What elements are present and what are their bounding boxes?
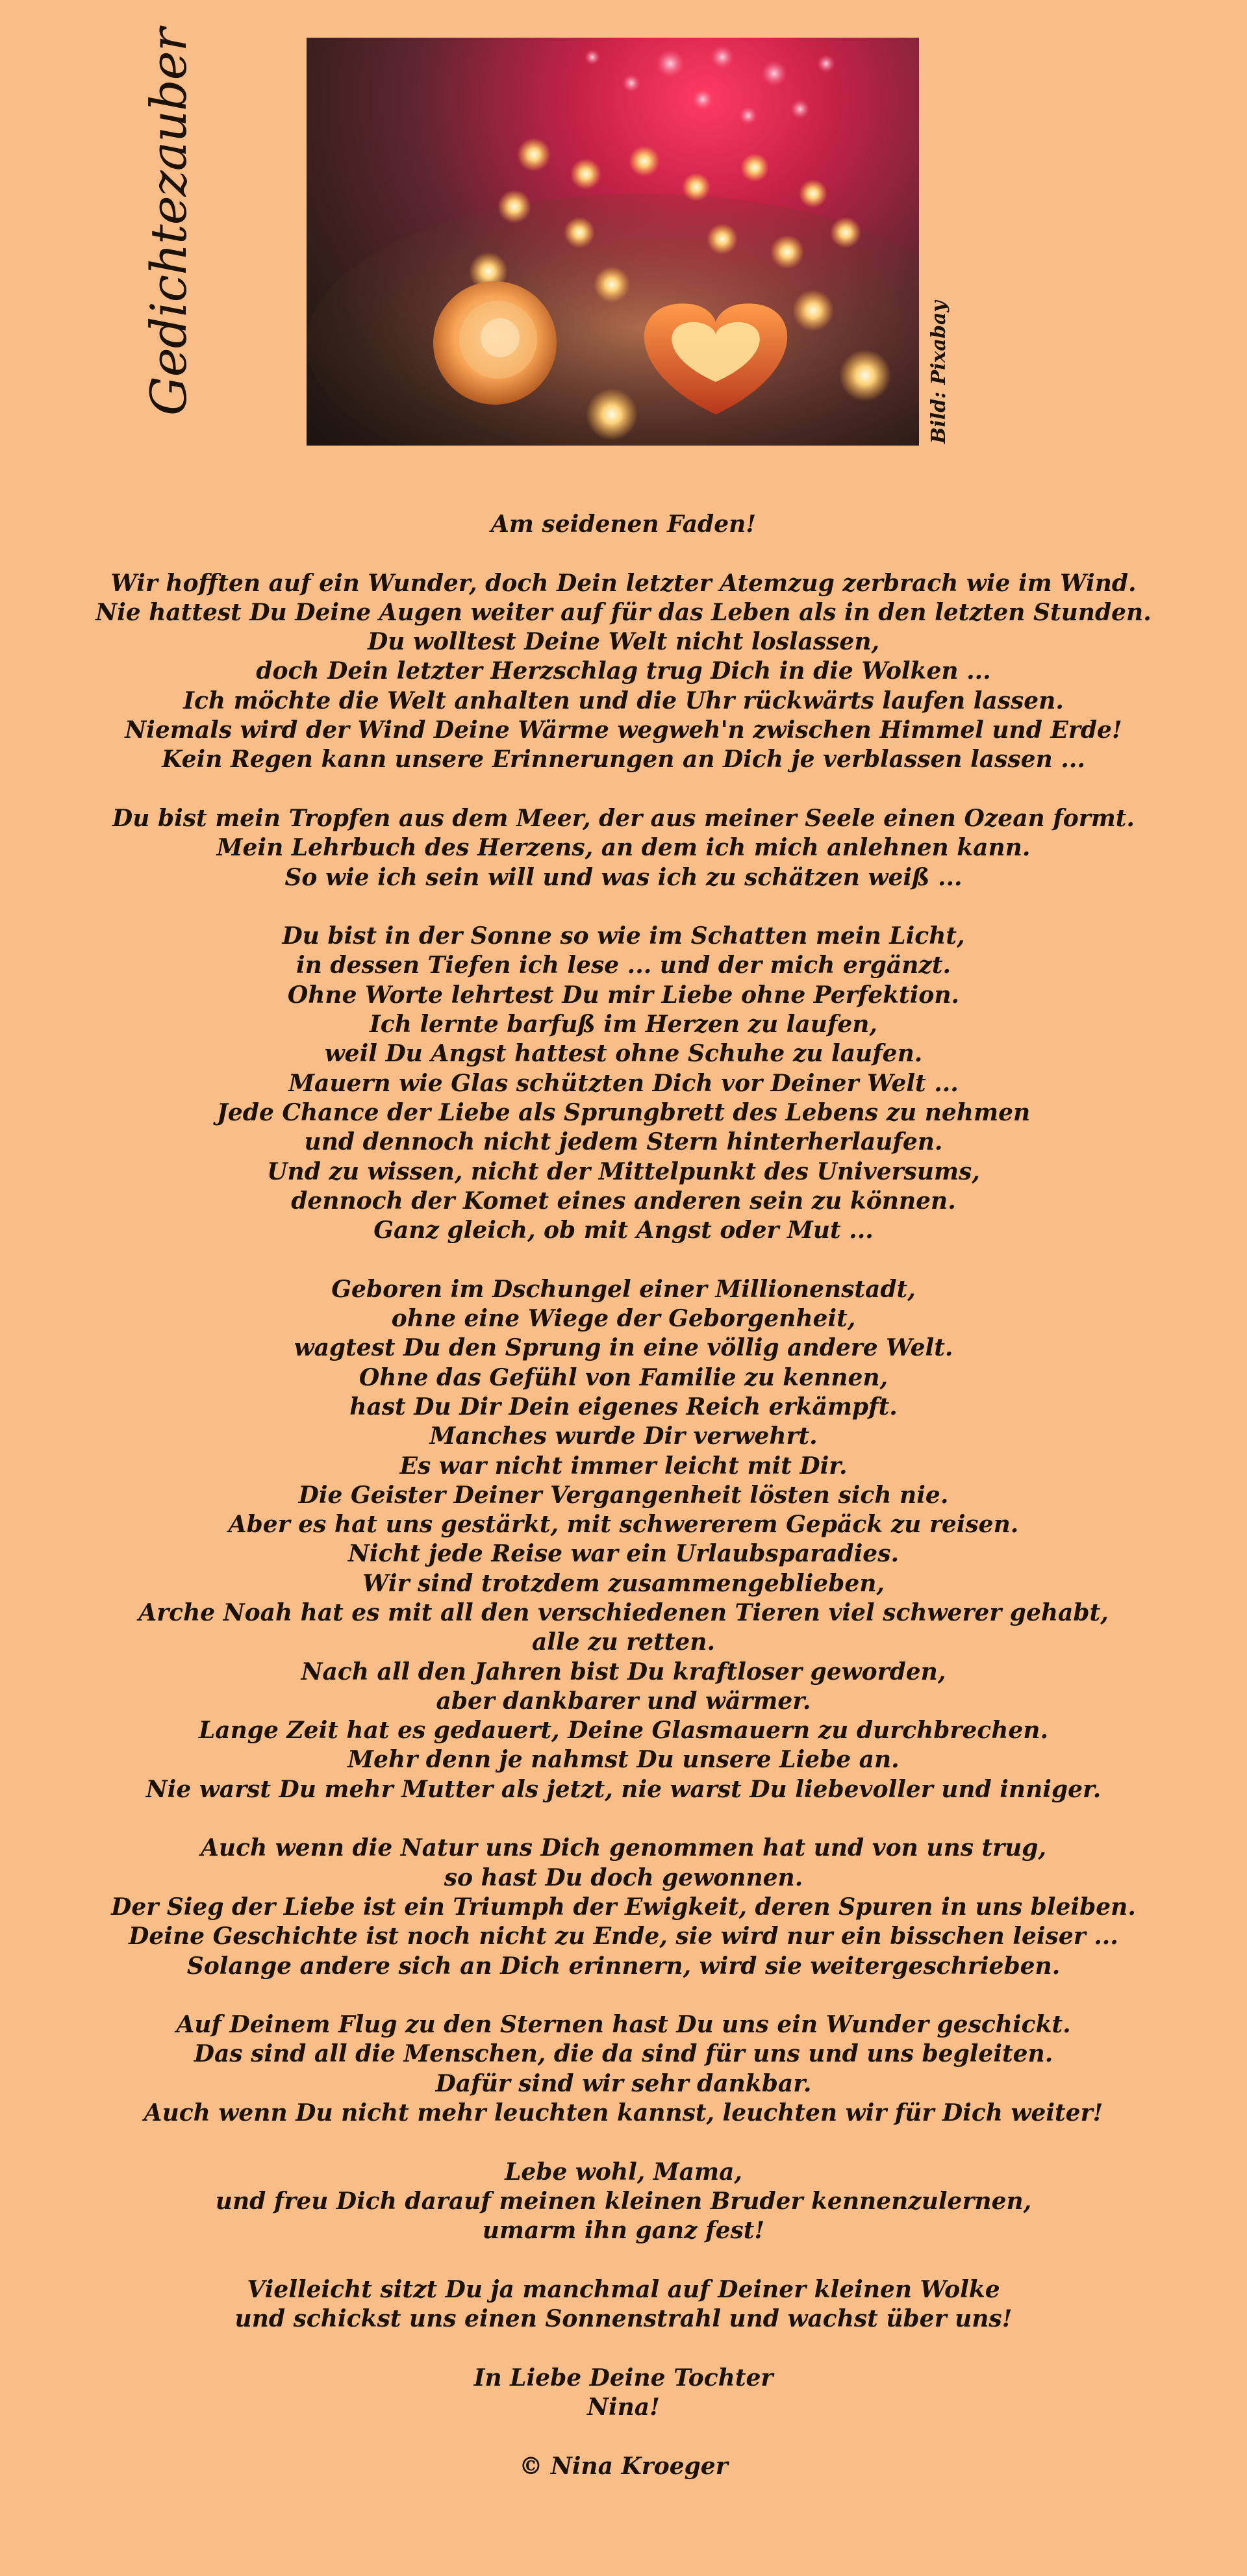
poem-line: Es war nicht immer leicht mit Dir. — [399, 1452, 848, 1480]
poem-line: dennoch der Komet eines anderen sein zu können. — [291, 1187, 956, 1215]
logo-text: Gedichtezauber — [140, 29, 197, 416]
poem-line: und freu Dich darauf meinen kleinen Bruder kennenzulernen, — [215, 2187, 1032, 2215]
poem-line: Aber es hat uns gestärkt, mit schwererem Gepäck zu reisen. — [228, 1511, 1019, 1539]
poem-line: Manches wurde Dir verwehrt. — [429, 1422, 818, 1450]
poem-line: Deine Geschichte ist noch nicht zu Ende, sie wird nur ein bisschen leiser ... — [129, 1923, 1118, 1951]
candles-heart-rose-icon — [307, 38, 919, 446]
poem-line: ohne eine Wiege der Geborgenheit, — [391, 1305, 856, 1333]
stanza-break — [39, 2422, 1208, 2451]
poem-line: Nicht jede Reise war ein Urlaubsparadies. — [347, 1540, 899, 1568]
stanza-break — [39, 1245, 1208, 1274]
poem-line: Ohne Worte lehrtest Du mir Liebe ohne Perfektion. — [287, 981, 960, 1009]
poem-line: Arche Noah hat es mit all den verschiedenen Tieren viel schwerer gehabt, — [138, 1598, 1109, 1626]
poem-line: Mauern wie Glas schützten Dich vor Deiner Welt ... — [288, 1069, 959, 1097]
poem-line: Ich lernte barfuß im Herzen zu laufen, — [370, 1011, 877, 1039]
poem-line: Lebe wohl, Mama, — [505, 2158, 742, 2186]
poem-line: aber dankbarer und wärmer. — [436, 1687, 811, 1715]
poem-line: und dennoch nicht jedem Stern hinterherlaufen. — [304, 1128, 943, 1156]
poem-line: Jede Chance der Liebe als Sprungbrett des Lebens zu nehmen — [216, 1098, 1031, 1126]
poem-line: Auch wenn die Natur uns Dich genommen hat und von uns trug, — [200, 1834, 1047, 1862]
stanza-break — [39, 539, 1208, 568]
poem-line: Mein Lehrbuch des Herzens, an dem ich mich anlehnen kann. — [216, 834, 1031, 862]
poem-line: Nach all den Jahren bist Du kraftloser geworden, — [301, 1658, 946, 1686]
poem-line: Ohne das Gefühl von Familie zu kennen, — [359, 1363, 888, 1391]
stanza-break — [39, 2128, 1208, 2157]
gedichtezauber-logo — [127, 29, 231, 422]
poem-line: hast Du Dir Dein eigenes Reich erkämpft. — [349, 1393, 898, 1421]
poem-line: Nie warst Du mehr Mutter als jetzt, nie warst Du liebevoller und inniger. — [145, 1775, 1102, 1803]
poem-line: Und zu wissen, nicht der Mittelpunkt des Universums, — [267, 1157, 980, 1185]
poem-line: Wir sind trotzdem zusammengeblieben, — [362, 1569, 885, 1597]
poem-line: und schickst uns einen Sonnenstrahl und wachst über uns! — [234, 2305, 1013, 2333]
poem-line: Lange Zeit hat es gedauert, Deine Glasmauern zu durchbrechen. — [198, 1717, 1049, 1745]
poem-line: Auch wenn Du nicht mehr leuchten kannst, leuchten wir für Dich weiter! — [144, 2099, 1103, 2127]
stanza-break — [39, 775, 1208, 804]
poem-line: Auf Deinem Flug zu den Sternen hast Du uns ein Wunder geschickt. — [176, 2011, 1071, 2039]
poem-line: Wir hofften auf ein Wunder, doch Dein letzter Atemzug zerbrach wie im Wind. — [110, 569, 1137, 597]
poem-line: wagtest Du den Sprung in eine völlig andere Welt. — [294, 1334, 953, 1362]
poem-line: Vielleicht sitzt Du ja manchmal auf Deiner kleinen Wolke — [247, 2275, 1000, 2303]
poem-line: Nina! — [587, 2393, 660, 2421]
poem-line: so hast Du doch gewonnen. — [444, 1863, 803, 1891]
poem-line: Nie hattest Du Deine Augen weiter auf für das Leben als in den letzten Stunden. — [95, 598, 1152, 626]
image-credit: Bild: Pixabay — [927, 301, 950, 444]
stanza-break — [39, 2246, 1208, 2275]
poem-line: Du wolltest Deine Welt nicht loslassen, — [367, 628, 880, 656]
candles-photo — [307, 38, 919, 446]
poem-line: Der Sieg der Liebe ist ein Triumph der Ewigkeit, deren Spuren in uns bleiben. — [111, 1893, 1136, 1921]
poem-line: Niemals wird der Wind Deine Wärme wegweh'n zwischen Himmel und Erde! — [125, 716, 1122, 744]
poem-text — [39, 510, 1208, 2481]
stanza-break — [39, 1981, 1208, 2010]
poem-line: In Liebe Deine Tochter — [473, 2364, 774, 2392]
stanza-break — [39, 892, 1208, 922]
poem-line: Die Geister Deiner Vergangenheit lösten sich nie. — [298, 1481, 949, 1509]
poem-line: umarm ihn ganz fest! — [482, 2217, 765, 2245]
poem-line: alle zu retten. — [531, 1628, 715, 1656]
poem-line: © Nina Kroeger — [519, 2452, 728, 2480]
poem-line: in dessen Tiefen ich lese ... und der mich ergänzt. — [296, 952, 951, 979]
poem-line: So wie ich sein will und was ich zu schätzen weiß ... — [284, 863, 963, 891]
stanza-break — [39, 2334, 1208, 2363]
poem-line: Du bist in der Sonne so wie im Schatten mein Licht, — [282, 922, 965, 950]
poem-line: Ganz gleich, ob mit Angst oder Mut ... — [373, 1217, 874, 1244]
poem-line: weil Du Angst hattest ohne Schuhe zu laufen. — [324, 1040, 923, 1068]
poem-line: Du bist mein Tropfen aus dem Meer, der aus meiner Seele einen Ozean formt. — [112, 804, 1135, 832]
poem-line: Geboren im Dschungel einer Millionenstadt, — [331, 1275, 916, 1303]
poem-line: Dafür sind wir sehr dankbar. — [435, 2069, 812, 2097]
poem-line: doch Dein letzter Herzschlag trug Dich in die Wolken ... — [256, 657, 991, 685]
poem-line: Das sind all die Menschen, die da sind für uns und uns begleiten. — [194, 2040, 1053, 2068]
poem-line: Mehr denn je nahmst Du unsere Liebe an. — [347, 1746, 900, 1774]
poem-line: Kein Regen kann unsere Erinnerungen an Dich je verblassen lassen ... — [162, 746, 1085, 774]
poem-line: Solange andere sich an Dich erinnern, wird sie weitergeschrieben. — [186, 1952, 1061, 1980]
stanza-break — [39, 1804, 1208, 1834]
poem-title: Am seidenen Faden! — [490, 511, 757, 538]
poem-line: Ich möchte die Welt anhalten und die Uhr rückwärts laufen lassen. — [183, 687, 1064, 714]
